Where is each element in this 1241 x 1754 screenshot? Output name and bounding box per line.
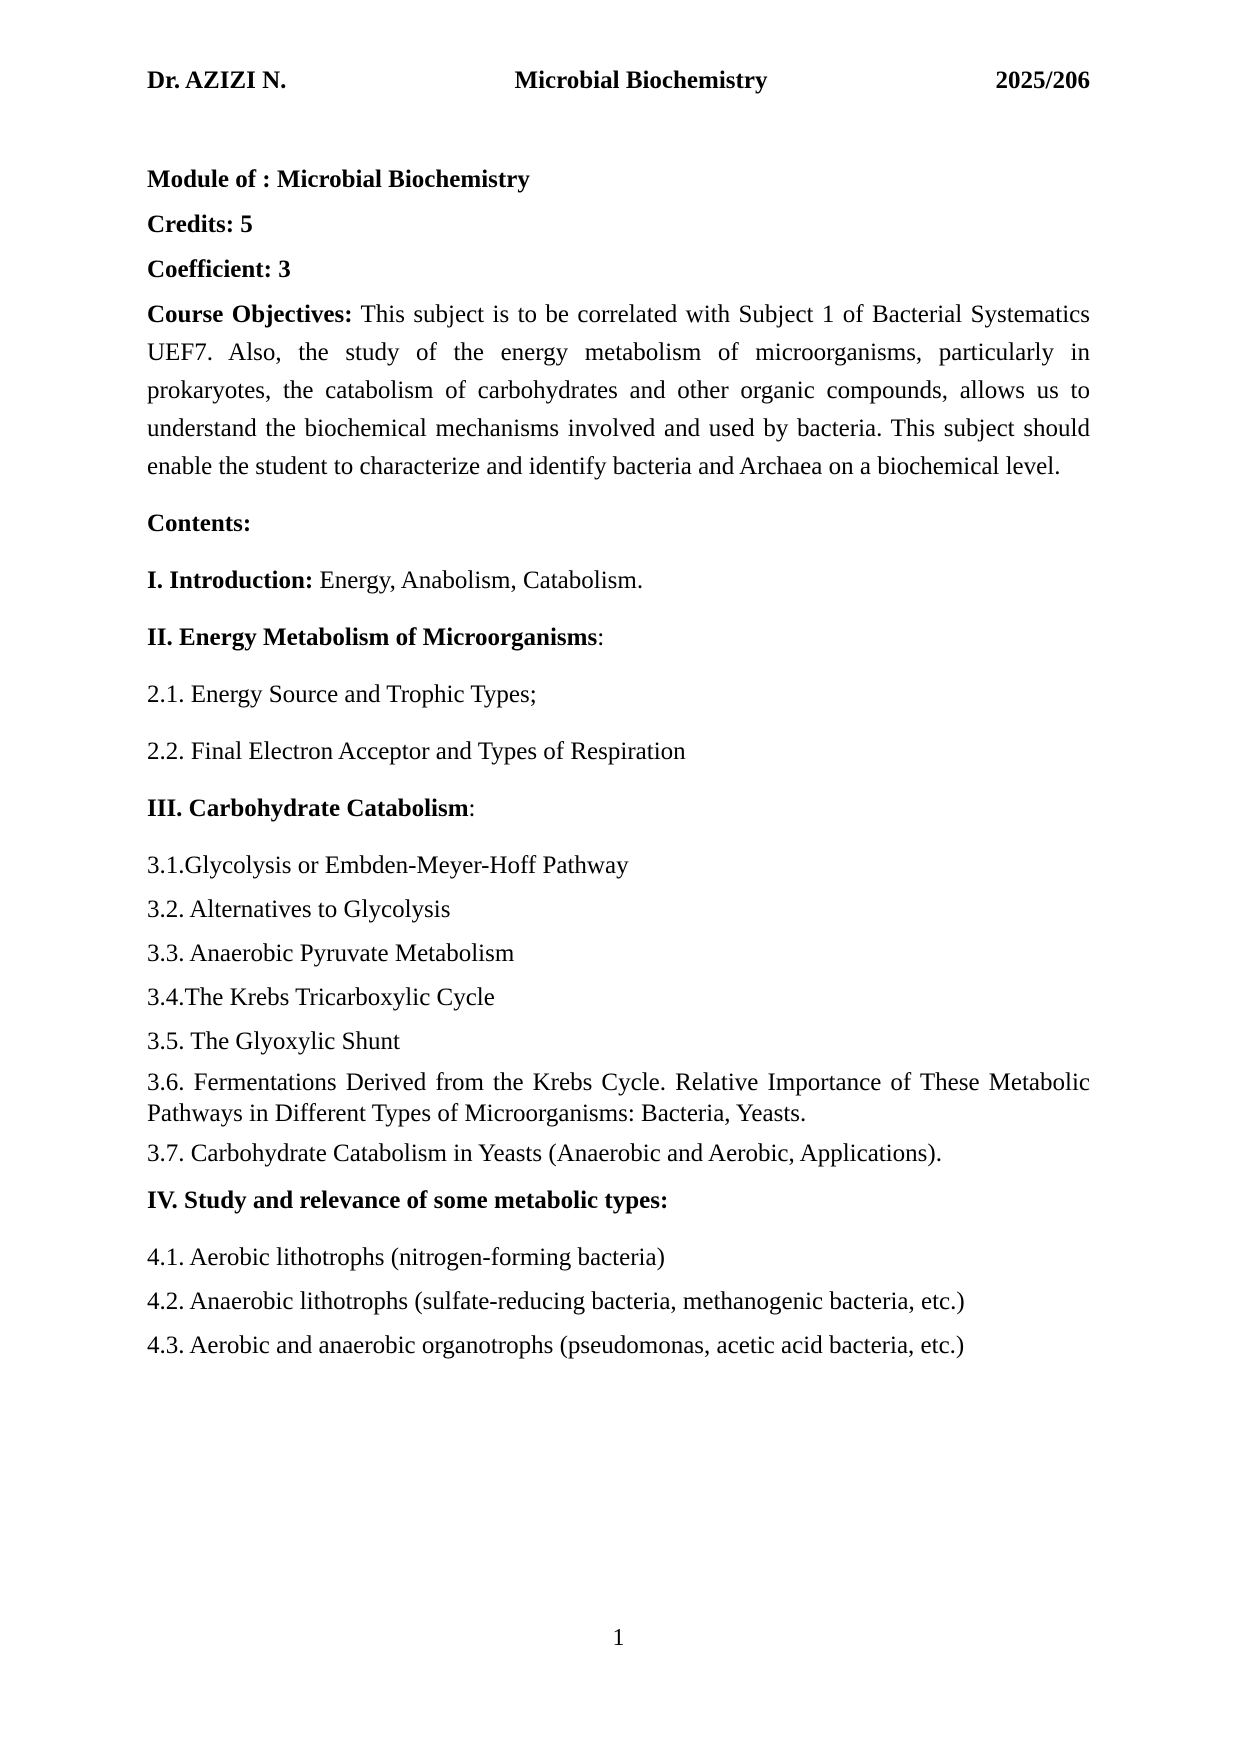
toc-item-introduction xyxy=(147,562,1090,600)
toc-item-3-7 xyxy=(147,1135,1090,1173)
toc-item-text: 4.2. Anaerobic lithotrophs (sulfate-reducing bacteria, methanogenic bacteria, etc.) xyxy=(147,1288,965,1315)
header-author: Dr. AZIZI N. xyxy=(147,67,287,94)
toc-item-text: 3.5. The Glyoxylic Shunt xyxy=(147,1028,401,1055)
page-number: 1 xyxy=(612,1625,625,1651)
toc-item-3-3 xyxy=(147,935,1090,973)
toc-item-text: 3.4.The Krebs Tricarboxylic Cycle xyxy=(147,984,495,1011)
credits-line: Credits: 5 xyxy=(147,211,253,238)
toc-item-text: 4.3. Aerobic and anaerobic organotrophs (pseudomonas, acetic acid bacteria, etc.) xyxy=(147,1332,965,1359)
toc-item-label: II. Energy Metabolism of Microorganisms xyxy=(147,624,598,651)
course-objectives-label: Course Objectives: xyxy=(147,301,353,328)
toc-item-text: 3.3. Anaerobic Pyruvate Metabolism xyxy=(147,940,515,967)
toc-item-text: 2.2. Final Electron Acceptor and Types of Respiration xyxy=(147,738,686,765)
toc-item-3-2 xyxy=(147,891,1090,929)
course-objectives-paragraph xyxy=(147,296,1090,486)
toc-item-4-2 xyxy=(147,1283,1090,1321)
toc-item-4-3 xyxy=(147,1327,1090,1365)
contents-heading: Contents: xyxy=(147,510,252,537)
toc-item-text: 3.6. Fermentations Derived from the Krebs Cycle. Relative Importance of These Metabolic Pathways in Different Types of Microorganisms: Bacteria, Yeasts. xyxy=(147,1069,1090,1127)
toc-item-text: 4.1. Aerobic lithotrophs (nitrogen-forming bacteria) xyxy=(147,1244,665,1271)
toc-item-label: I. Introduction: xyxy=(147,567,314,594)
toc-item-text: : xyxy=(597,624,605,651)
toc-item-text: 2.1. Energy Source and Trophic Types; xyxy=(147,681,537,708)
toc-item-text: : xyxy=(468,795,476,822)
toc-item-text: 3.2. Alternatives to Glycolysis xyxy=(147,896,451,923)
document-body xyxy=(147,161,1090,1365)
toc-item-text: 3.1.Glycolysis or Embden-Meyer-Hoff Pathway xyxy=(147,852,629,879)
toc-item-3-4 xyxy=(147,979,1090,1017)
toc-item-text: Energy, Anabolism, Catabolism. xyxy=(313,567,644,594)
toc-item-2-2 xyxy=(147,733,1090,771)
toc-item-carbohydrate-catabolism xyxy=(147,790,1090,828)
toc-item-text: 3.7. Carbohydrate Catabolism in Yeasts (Anaerobic and Aerobic, Applications). xyxy=(147,1140,942,1167)
toc-item-2-1 xyxy=(147,676,1090,714)
page-footer xyxy=(147,1622,1090,1655)
header-year: 2025/206 xyxy=(995,67,1090,94)
toc-item-4-1 xyxy=(147,1239,1090,1277)
toc-item-label: III. Carbohydrate Catabolism xyxy=(147,795,469,822)
coefficient-line: Coefficient: 3 xyxy=(147,256,291,283)
toc-item-energy-metabolism xyxy=(147,619,1090,657)
module-title-line: Module of : Microbial Biochemistry xyxy=(147,166,530,193)
toc-item-label: IV. Study and relevance of some metabolic types: xyxy=(147,1187,669,1214)
toc-item-metabolic-types xyxy=(147,1182,1090,1220)
toc-item-3-6 xyxy=(147,1067,1090,1129)
header-title: Microbial Biochemistry xyxy=(514,67,768,94)
course-objectives-text: This subject is to be correlated with Subject 1 of Bacterial Systematics UEF7. Also, the study of the energy metabolism of microorganisms, particularly in prokaryotes, the catabolism of carbohydrates and other organic compounds, allows us to understand the biochemical mechanisms involved and used by bacteria. This subject should enable the student to characterize and identify bacteria and Archaea on a biochemical level. xyxy=(147,301,1090,480)
toc-item-3-5 xyxy=(147,1023,1090,1061)
page-header xyxy=(147,62,1090,100)
toc-item-3-1 xyxy=(147,847,1090,885)
